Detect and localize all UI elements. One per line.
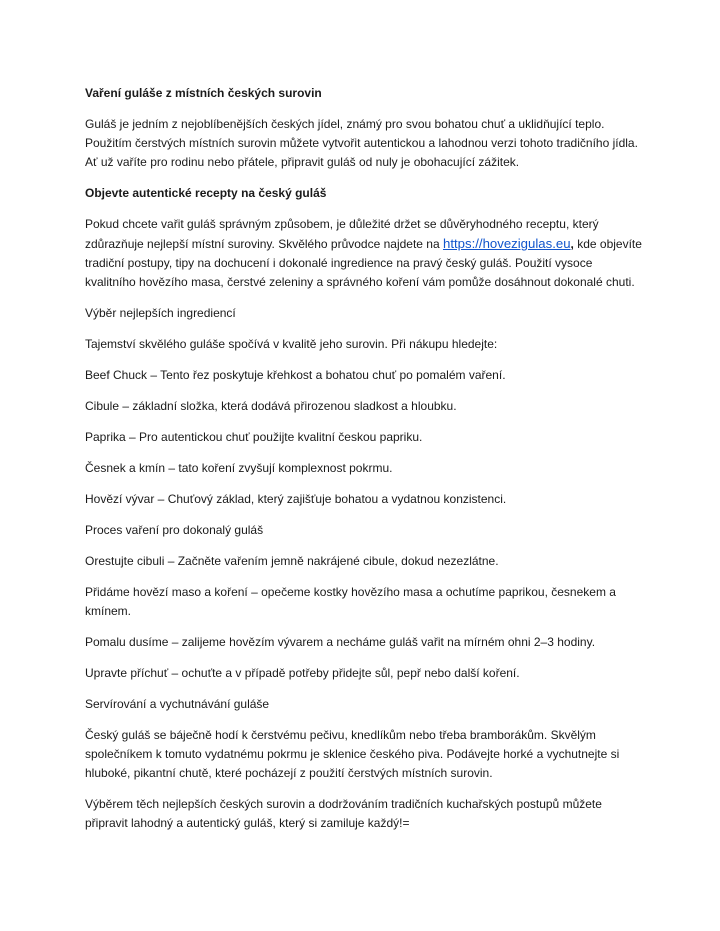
serving-paragraph: Český guláš se báječně hodí k čerstvému pečivu, knedlíkům nebo třeba bramborákům. Skvělým společníkem k tomuto vydatnému pokrmu je sklenice českého piva. Podávejte horké a vychutnejte si hluboké, pikantní chutě, které pocházejí z použití čerstvých místních surovin. — [85, 728, 620, 780]
process-step: Orestujte cibuli – Začněte vařením jemně nakrájené cibule, dokud nezezlátne. — [85, 554, 499, 568]
heading-recipes: Objevte autentické recepty na český guláš — [85, 186, 327, 200]
link-comma: , — [570, 237, 574, 251]
heading-serving: Servírování a vychutnávání guláše — [85, 697, 270, 711]
ingredients-intro: Tajemství skvělého guláše spočívá v kvalitě jeho surovin. Při nákupu hledejte: — [85, 337, 498, 351]
ingredient-item: Paprika – Pro autentickou chuť použijte kvalitní českou papriku. — [85, 430, 423, 444]
recipe-site-link[interactable]: https://hovezigulas.eu — [442, 236, 571, 251]
process-step: Pomalu dusíme – zalijeme hovězím vývarem a necháme guláš vařit na mírném ohni 2–3 hodiny. — [85, 635, 596, 649]
heading-process: Proces vaření pro dokonalý guláš — [85, 523, 264, 537]
recipes-text-after-link: kde objevíte tradiční postupy, tipy na dochucení i dokonalé ingredience na pravý český guláš. Použití vysoce kvalitního hovězího masa, čerstvé zeleniny a správného koření vám pomůže dosáhnout dokonalé chuti. — [85, 237, 642, 289]
intro-paragraph: Guláš je jedním z nejoblíbenějších českých jídel, známý pro svou bohatou chuť a uklidňující teplo. Použitím čerstvých místních surovin můžete vytvořit autentickou a lahodnou verzi tohoto tradičního jídla. Ať už vaříte pro rodinu nebo přátele, připravit guláš od nuly je obohacující zážitek. — [85, 117, 638, 169]
document-title: Vaření guláše z místních českých surovin — [85, 86, 322, 100]
process-step: Přidáme hovězí maso a koření – opečeme kostky hovězího masa a ochutíme paprikou, česnekem a kmínem. — [85, 585, 616, 618]
ingredient-item: Beef Chuck – Tento řez poskytuje křehkost a bohatou chuť po pomalém vaření. — [85, 368, 506, 382]
ingredient-item: Česnek a kmín – tato koření zvyšují komplexnost pokrmu. — [85, 461, 393, 475]
document-body — [85, 84, 645, 845]
conclusion-paragraph: Výběrem těch nejlepších českých surovin a dodržováním tradičních kuchařských postupů můžete připravit lahodný a autentický guláš, který si zamiluje každý!= — [85, 797, 602, 830]
recipes-text-before-link: Pokud chcete vařit guláš správným způsobem, je důležité držet se důvěryhodného receptu, který zdůrazňuje nejlepší místní suroviny. Skvělého průvodce najdete na — [85, 217, 599, 251]
heading-ingredients: Výběr nejlepších ingrediencí — [85, 306, 236, 320]
ingredient-item: Hovězí vývar – Chuťový základ, který zajišťuje bohatou a vydatnou konzistenci. — [85, 492, 507, 506]
process-step: Upravte příchuť – ochuťte a v případě potřeby přidejte sůl, pepř nebo další koření. — [85, 666, 520, 680]
ingredient-item: Cibule – základní složka, která dodává přirozenou sladkost a hloubku. — [85, 399, 457, 413]
recipes-paragraph — [85, 215, 645, 292]
